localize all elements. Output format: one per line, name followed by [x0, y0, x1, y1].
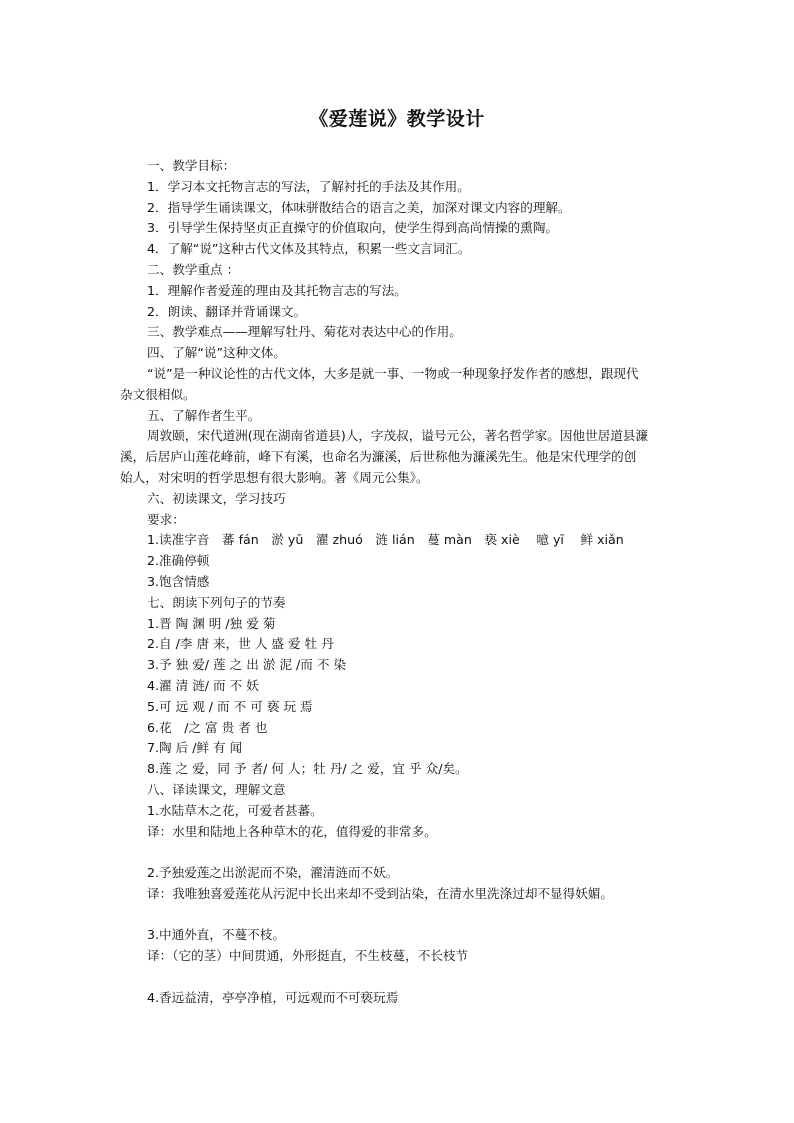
requirement-item-pronunciation: 1.读准字音 蕃 fán 淤 yū 濯 zhuó 涟 lián 蔓 màn 亵 xiè 噫 yī 鲜 xiǎn: [147, 532, 624, 548]
section-heading-author: 五、了解作者生平。: [147, 407, 261, 423]
objective-item: 1．学习本文托物言志的写法，了解衬托的手法及其作用。: [147, 178, 470, 194]
source-sentence: 1.水陆草木之花，可爱者甚蕃。: [147, 802, 323, 818]
section-heading-translation: 八、译读课文，理解文意: [147, 781, 286, 797]
rhythm-item: 3.予 独 爱/ 莲 之 出 淤 泥 /而 不 染: [147, 657, 347, 673]
paragraph-genre-description: “说”是一种议论性的古代文体，大多是就一事、一物或一种现象抒发作者的感想，跟现代杂文很相似。: [120, 365, 639, 402]
rhythm-item: 1.晋 陶 渊 明 /独 爱 菊: [147, 615, 276, 631]
source-sentence: 3.中通外直，不蔓不枝。: [147, 927, 285, 943]
section-heading-genre: 四、了解“说”这种文体。: [147, 345, 286, 361]
rhythm-item: 4.濯 清 涟/ 而 不 妖: [147, 677, 259, 693]
translation-sentence: 译：我唯独喜爱莲花从污泥中长出来却不受到沾染，在清水里洗涤过却不显得妖媚。: [147, 885, 613, 901]
document-title: 《爱莲说》教学设计: [309, 108, 485, 130]
requirement-item: 2.准确停顿: [147, 553, 210, 569]
rhythm-item: 2.自 /李 唐 来，世 人 盛 爱 牡 丹: [147, 636, 334, 652]
section-heading-key-points: 二、教学重点 ：: [147, 261, 240, 277]
objective-item: 3．引导学生保持坚贞正直操守的价值取向，使学生得到高尚情操的熏陶。: [147, 220, 559, 236]
paragraph-author-bio: 周敦颐，宋代道洲(现在湖南省道县)人，字茂叔，谥号元公，著名哲学家。因他世居道县濂溪，后居庐山莲花峰前，峰下有溪，也命名为濂溪，后世称他为濂溪先生。他是宋代理学的创始人，对宋明的哲学思想有很大影响。著《周元公集》。: [120, 428, 648, 485]
blank-line: [120, 905, 648, 926]
source-sentence: 4.香远益清，亭亭净植，可远观而不可亵玩焉: [147, 989, 399, 1005]
section-heading-difficulty: 三、教学难点——理解写牡丹、菊花对表达中心的作用。: [147, 324, 462, 340]
requirements-label: 要求：: [147, 511, 185, 527]
blank-line: [120, 842, 648, 863]
objective-item: 4．了解“说”这种古代文体及其特点，积累一些文言词汇。: [147, 241, 471, 257]
rhythm-item: 7.陶 后 /鲜 有 闻: [147, 740, 243, 756]
section-heading-objectives: 一、教学目标：: [147, 158, 236, 173]
objective-item: 2．指导学生诵读课文，体味骈散结合的语言之美，加深对课文内容的理解。: [147, 199, 571, 215]
blank-line: [120, 967, 648, 988]
translation-sentence: 译：水里和陆地上各种草木的花，值得爱的非常多。: [147, 823, 437, 839]
requirement-item: 3.饱含情感: [147, 573, 210, 589]
rhythm-item: 8.莲 之 爱，同 予 者/ 何 人；牡 丹/ 之 爱，宜 乎 众/矣。: [147, 761, 468, 777]
key-point-item: 2．朗读、翻译并背诵课文。: [147, 303, 307, 319]
section-heading-first-reading: 六、初读课文，学习技巧: [147, 490, 286, 506]
key-point-item: 1．理解作者爱莲的理由及其托物言志的写法。: [147, 282, 407, 298]
translation-sentence: 译：（它的茎）中间贯通，外形挺直，不生枝蔓，不长枝节: [147, 948, 469, 964]
document-body: [120, 156, 648, 1009]
rhythm-item: 6.花 /之 富 贵 者 也: [147, 719, 268, 735]
rhythm-item: 5.可 远 观 / 而 不 可 亵 玩 焉: [147, 698, 313, 714]
section-heading-rhythm: 七、朗读下列句子的节奏: [147, 594, 286, 610]
source-sentence: 2.予独爱莲之出淤泥而不染，濯清涟而不妖。: [147, 865, 399, 881]
